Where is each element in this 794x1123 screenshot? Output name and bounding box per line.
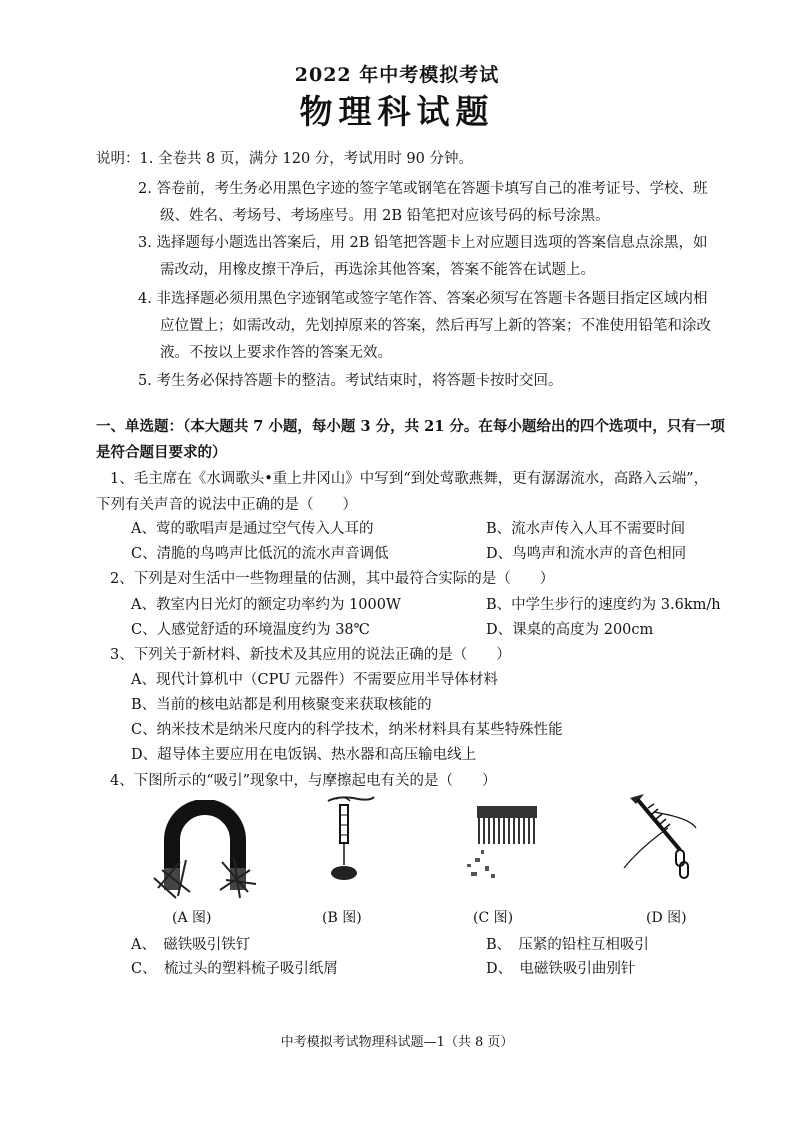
figure-a-caption: (A 图) [172,910,212,926]
instruction-line: 级、姓名、考场号、考场座号。用 2B 铅笔把对应该号码的标号涂黑。 [160,208,610,224]
q1-stem: 1、毛主席在《水调歌头•重上井冈山》中写到“到处莺歌燕舞，更有潺潺流水，高路入云端”， [110,471,709,487]
q2-option-c: C、人感觉舒适的环境温度约为 38℃ [131,622,370,638]
q4-option-c: C、 梳过头的塑料梳子吸引纸屑 [131,961,338,977]
q2-option-d: D、课桌的高度为 200cm [486,622,654,638]
q4-option-d: D、 电磁铁吸引曲别针 [486,961,636,977]
q2-option-b: B、中学生步行的速度约为 3.6km/h [486,597,721,613]
q4-option-b: B、 压紧的铅柱互相吸引 [486,937,649,953]
exam-title: 2022 年中考模拟考试 [294,64,500,86]
page-footer: 中考模拟考试物理科试题—1（共 8 页） [280,1035,514,1050]
q1-option-c: C、清脆的鸟鸣声比低沉的流水声音调低 [131,546,389,562]
q3-option-a: A、现代计算机中（CPU 元器件）不需要应用半导体材料 [131,672,498,688]
electromagnet-figure [620,788,700,888]
q4-option-a: A、 磁铁吸引铁钉 [131,937,251,953]
q4-stem: 4、下图所示的“吸引”现象中，与摩擦起电有关的是（ ） [110,773,497,789]
section-header: 一、单选题：（本大题共 7 小题，每小题 3 分，共 21 分。在每小题给出的四个选项中，只有一项 [96,418,725,435]
section-header-cont: 是符合题目要求的） [96,444,227,461]
lead-cylinders-figure [318,795,378,890]
instruction-line: 2. 答卷前，考生务必用黑色字迹的签字笔或钢笔在答题卡填写自己的准考证号、学校、班 [138,181,708,197]
q1-stem-cont: 下列有关声音的说法中正确的是（ ） [96,497,357,513]
q3-option-c: C、纳米技术是纳米尺度内的科学技术，纳米材料具有某些特殊性能 [131,722,563,738]
q1-option-b: B、流水声传入人耳不需要时间 [486,521,686,537]
instruction-line: 应位置上；如需改动，先划掉原来的答案，然后再写上新的答案；不准使用铅笔和涂改 [160,318,711,334]
subject-title: 物理科试题 [299,92,495,131]
figure-d-caption: (D 图) [646,910,687,926]
instruction-line: 液。不按以上要求作答的答案无效。 [160,345,392,361]
q2-stem: 2、下列是对生活中一些物理量的估测，其中最符合实际的是（ ） [110,571,555,587]
q3-option-d: D、超导体主要应用在电饭锅、热水器和高压输电线上 [131,747,477,763]
comb-paper-figure [465,800,545,885]
instruction-line: 需改动，用橡皮擦干净后，再选涂其他答案，答案不能答在试题上。 [160,262,595,278]
instruction-line: 说明：1. 全卷共 8 页，满分 120 分，考试用时 90 分钟。 [96,151,473,167]
q1-option-d: D、鸟鸣声和流水声的音色相同 [486,546,687,562]
q3-stem: 3、下列关于新材料、新技术及其应用的说法正确的是（ ） [110,647,511,663]
q3-option-b: B、当前的核电站都是利用核聚变来获取核能的 [131,697,432,713]
figure-b-caption: (B 图) [322,910,362,926]
instruction-line: 3. 选择题每小题选出答案后，用 2B 铅笔把答题卡上对应题目选项的答案信息点涂黑，如 [138,235,708,251]
q2-option-a: A、教室内日光灯的额定功率约为 1000W [131,597,401,613]
q1-option-a: A、莺的歌唱声是通过空气传入人耳的 [131,521,374,537]
instruction-line: 4. 非选择题必须用黑色字迹钢笔或签字笔作答、答案必须写在答题卡各题目指定区域内相 [138,291,708,307]
instruction-line: 5. 考生务必保持答题卡的整洁。考试结束时，将答题卡按时交回。 [138,373,563,389]
figure-c-caption: (C 图) [473,910,514,926]
magnet-nails-figure [150,800,260,900]
